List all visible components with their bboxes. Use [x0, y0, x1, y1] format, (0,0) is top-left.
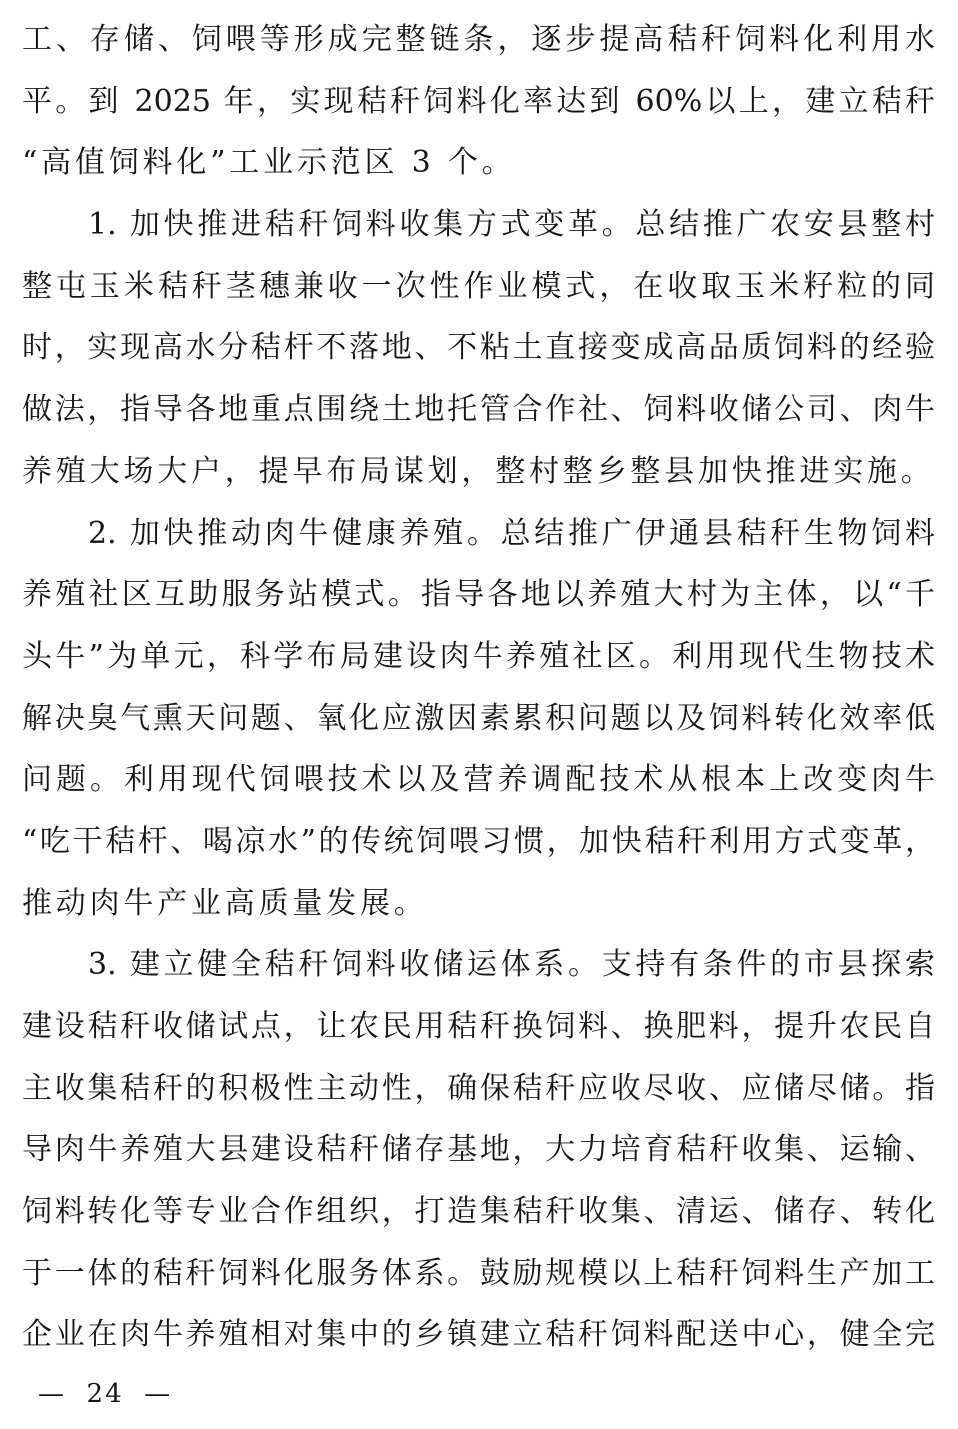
paragraph-4-line-1: 3. 建立健全秸秆饲料收储运体系。支持有条件的市县探索 — [88, 947, 935, 983]
paragraph-1-line-3: “高值饲料化”工业示范区 3 个。 — [22, 145, 516, 181]
paragraph-3-line-5: 问题。利用现代饲喂技术以及营养调配技术从根本上改变肉牛 — [22, 762, 935, 798]
body-text — [22, 9, 935, 1366]
paragraph-4-line-7: 企业在肉牛养殖相对集中的乡镇建立秸秆饲料配送中心，健全完 — [22, 1317, 935, 1353]
paragraph-1-line-1: 工、存储、饲喂等形成完整链条，逐步提高秸秆饲料化利用水 — [22, 22, 935, 57]
paragraph-1 — [22, 9, 935, 194]
paragraph-4-line-5: 饲料转化等专业合作组织，打造集秸秆收集、清运、储存、转化 — [22, 1194, 935, 1230]
paragraph-4-line-6: 于一体的秸秆饲料化服务体系。鼓励规模以上秸秆饲料生产加工 — [22, 1255, 935, 1291]
paragraph-2-line-1: 1. 加快推进秸秆饲料收集方式变革。总结推广农安县整村 — [88, 207, 935, 243]
paragraph-2-line-5: 养殖大场大户，提早布局谋划，整村整乡整县加快推进实施。 — [22, 453, 935, 489]
paragraph-2-line-2: 整屯玉米秸秆茎穗兼收一次性作业模式，在收取玉米籽粒的同 — [22, 268, 935, 304]
paragraph-3-line-1: 2. 加快推动肉牛健康养殖。总结推广伊通县秸秆生物饲料 — [88, 515, 935, 551]
paragraph-3-line-4: 解决臭气熏天问题、氧化应激因素累积问题以及饲料转化效率低 — [22, 700, 935, 736]
paragraph-3 — [22, 503, 935, 935]
paragraph-3-line-6: “吃干秸杆、喝凉水”的传统饲喂习惯，加快秸秆利用方式变革， — [22, 823, 935, 859]
paragraph-3-line-7: 推动肉牛产业高质量发展。 — [22, 885, 428, 921]
paragraph-2-line-3: 时，实现高水分秸杆不落地、不粘土直接变成高品质饲料的经验 — [22, 330, 935, 366]
paragraph-4 — [22, 934, 935, 1366]
paragraph-2 — [22, 194, 935, 502]
paragraph-4-line-3: 主收集秸秆的积极性主动性，确保秸秆应收尽收、应储尽储。指 — [22, 1070, 935, 1106]
page-number: — 24 — — [38, 1379, 173, 1409]
paragraph-2-line-4: 做法，指导各地重点围绕土地托管合作社、饲料收储公司、肉牛 — [22, 392, 935, 428]
paragraph-4-line-2: 建设秸秆收储试点，让农民用秸秆换饲料、换肥料，提升农民自 — [22, 1009, 935, 1044]
paragraph-1-line-2: 平。到 2025 年，实现秸秆饲料化率达到 60%以上，建立秸秆 — [22, 83, 935, 119]
paragraph-3-line-2: 养殖社区互助服务站模式。指导各地以养殖大村为主体，以“千 — [22, 577, 935, 613]
paragraph-4-line-4: 导肉牛养殖大县建设秸秆储存基地，大力培育秸秆收集、运输、 — [22, 1132, 935, 1168]
paragraph-3-line-3: 头牛”为单元，科学布局建设肉牛养殖社区。利用现代生物技术 — [22, 638, 935, 674]
